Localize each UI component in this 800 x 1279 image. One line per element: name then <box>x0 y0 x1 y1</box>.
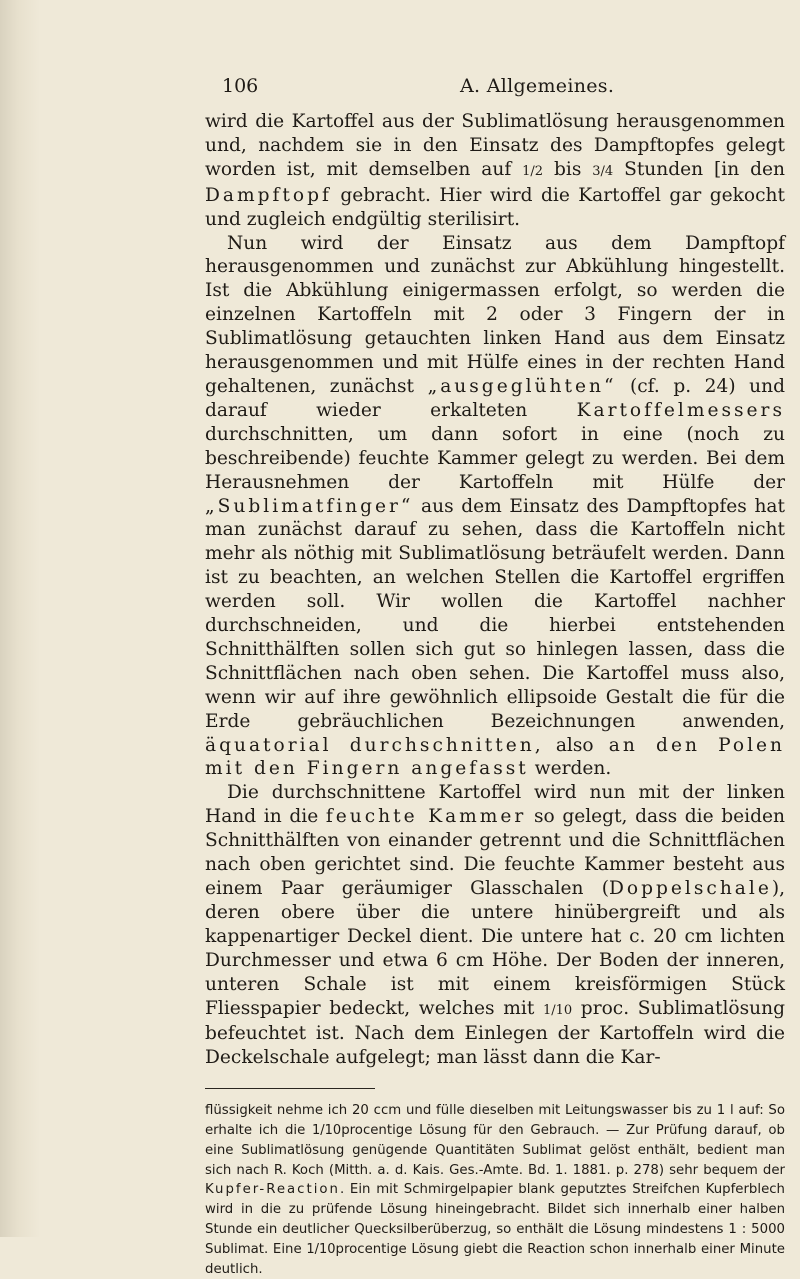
paragraph-2 <box>205 232 785 782</box>
paragraph-3 <box>205 781 785 1070</box>
text-run: . Ein mit Schmirgelpapier blank geputztes Streifchen Kupferblech wird in die zu prüfende Lösung hineingebracht. Bildet sich innerhalb einer halben Stunde ein deutlicher Quecksilberüberzug, so enthält die Lösung mindestens 1 : 5000 Sublimat. Eine <box>205 1182 785 1257</box>
text-run: werden. <box>528 758 612 780</box>
text-run: durchschnitten, um dann sofort in eine (noch zu beschreibende) feuchte Kammer gelegt zu werden. Bei dem Herausnehmen der Kartoffeln mit Hülfe der <box>205 423 785 493</box>
spaced-term: Kupfer-Reaction <box>205 1182 340 1198</box>
spaced-term: Kartoffelmessers <box>576 399 785 421</box>
text-run: bis <box>543 158 593 180</box>
page-header <box>205 68 785 104</box>
text-run: aus dem Einsatz des Dampftopfes hat man zunächst darauf zu sehen, dass die Kartoffeln nicht mehr als nöthig mit Sublimatlösung beträufelt werden. Dann ist zu beachten, an welchen Stellen die Kartoffel ergriffen werden soll. Wir wollen die Kartoffel nachher durchschneiden, und die hierbei entstehenden Schnitthälften sollen sich gut so hinlegen lassen, dass die Schnittflächen nach oben sehen. Die Kartoffel muss also, wenn wir auf ihre gewöhnlich ellipsoide Gestalt die für die Erde gebräuchlichen Bezeichnungen anwenden, <box>205 495 785 732</box>
page-edge-shadow <box>0 0 40 1237</box>
text-run: Stunden [in den <box>613 158 785 180</box>
text-run: wird die Kartoffel aus der Sublimatlösung herausgenommen und, nachdem sie in den Einsatz des Dampftopfes gelegt worden ist, mit demselben auf <box>205 111 785 180</box>
text-run: gebracht. Hier wird die Kartoffel gar gekocht und zugleich endgültig sterilisirt. <box>205 184 785 230</box>
paragraph-1 <box>205 110 785 232</box>
spaced-term: Dampftopf <box>205 184 332 206</box>
text-run: so gelegt, dass die beiden Schnitthälften von einander getrennt und die Schnittflächen nach oben gerichtet sind. Die feuchte Kammer besteht aus einem Paar geräumiger Glasschalen ( <box>205 806 785 899</box>
fraction: 1/10 <box>542 1002 573 1018</box>
book-page <box>205 68 785 1279</box>
spaced-term: an den Polen mit den Fingern angefasst <box>205 734 786 780</box>
text-run: flüssigkeit nehme ich 20 ccm und fülle dieselben mit Leitungswasser bis zu 1 l auf: So erhalte ich die <box>205 1103 785 1139</box>
text-run: procentige Lösung für den Gebrauch. — Zur Prüfung darauf, ob eine Sublimatlösung genügende Quantitäten Sublimat gelöst enthält, bedient man sich nach R. Koch (Mitth. a. d. Kais. Ges.-Amte. Bd. 1. 1881. p. 278) sehr bequem der <box>205 1123 785 1178</box>
text-run: Die durchschnittene Kartoffel wird nun mit der linken Hand in die <box>205 782 785 828</box>
running-title: A. Allgemeines. <box>460 75 615 97</box>
spaced-term: Doppelschale <box>609 878 772 899</box>
spaced-term: feuchte Kammer <box>325 806 527 828</box>
spaced-term: „ausgeglühten“ <box>427 375 617 397</box>
spaced-term: äquatorial durchschnitten <box>205 734 535 756</box>
text-run: procentige Lösung giebt die Reaction schon innerhalb einer Minute deutlich. <box>205 1241 785 1277</box>
text-run: (cf. p. 24) und darauf wieder erkalteten <box>205 375 785 421</box>
fraction: 1/10 <box>306 1241 336 1257</box>
fraction: 1/10 <box>311 1123 342 1139</box>
footnote-divider <box>205 1088 375 1089</box>
text-run: Nun wird der Einsatz aus dem Dampftopf herausgenommen und zunächst zur Abkühlung hingestellt. Ist die Abkühlung einigermassen erfolgt, so werden die einzelnen Kartoffeln mit 2 oder 3 Fingern der in Sublimatlösung getauchten linken Hand aus dem Einsatz herausgenommen und mit Hülfe eines in der rechten Hand gehaltenen, zunächst <box>205 232 785 397</box>
fraction: 3/4 <box>592 163 614 179</box>
page-number: 106 <box>222 75 259 97</box>
text-run: proc. Sublimatlösung befeuchtet ist. Nach dem Einlegen der Kartoffeln wird die Deckelschale aufgelegt; man lässt dann die Kar- <box>205 997 785 1069</box>
body-text <box>205 110 785 1070</box>
text-run: , also <box>534 734 609 756</box>
spaced-term: „Sublimatfinger“ <box>205 495 414 517</box>
fraction: 1/2 <box>522 163 544 179</box>
text-run: ), deren obere über die untere hinübergreift und als kappenartiger Deckel dient. Die untere hat c. 20 cm lichten Durchmesser und etwa 6 cm Höhe. Der Boden der inneren, unteren Schale ist mit einem kreisförmigen Stück Fliesspapier bedeckt, welches mit <box>205 878 785 1019</box>
footnote <box>205 1101 785 1279</box>
